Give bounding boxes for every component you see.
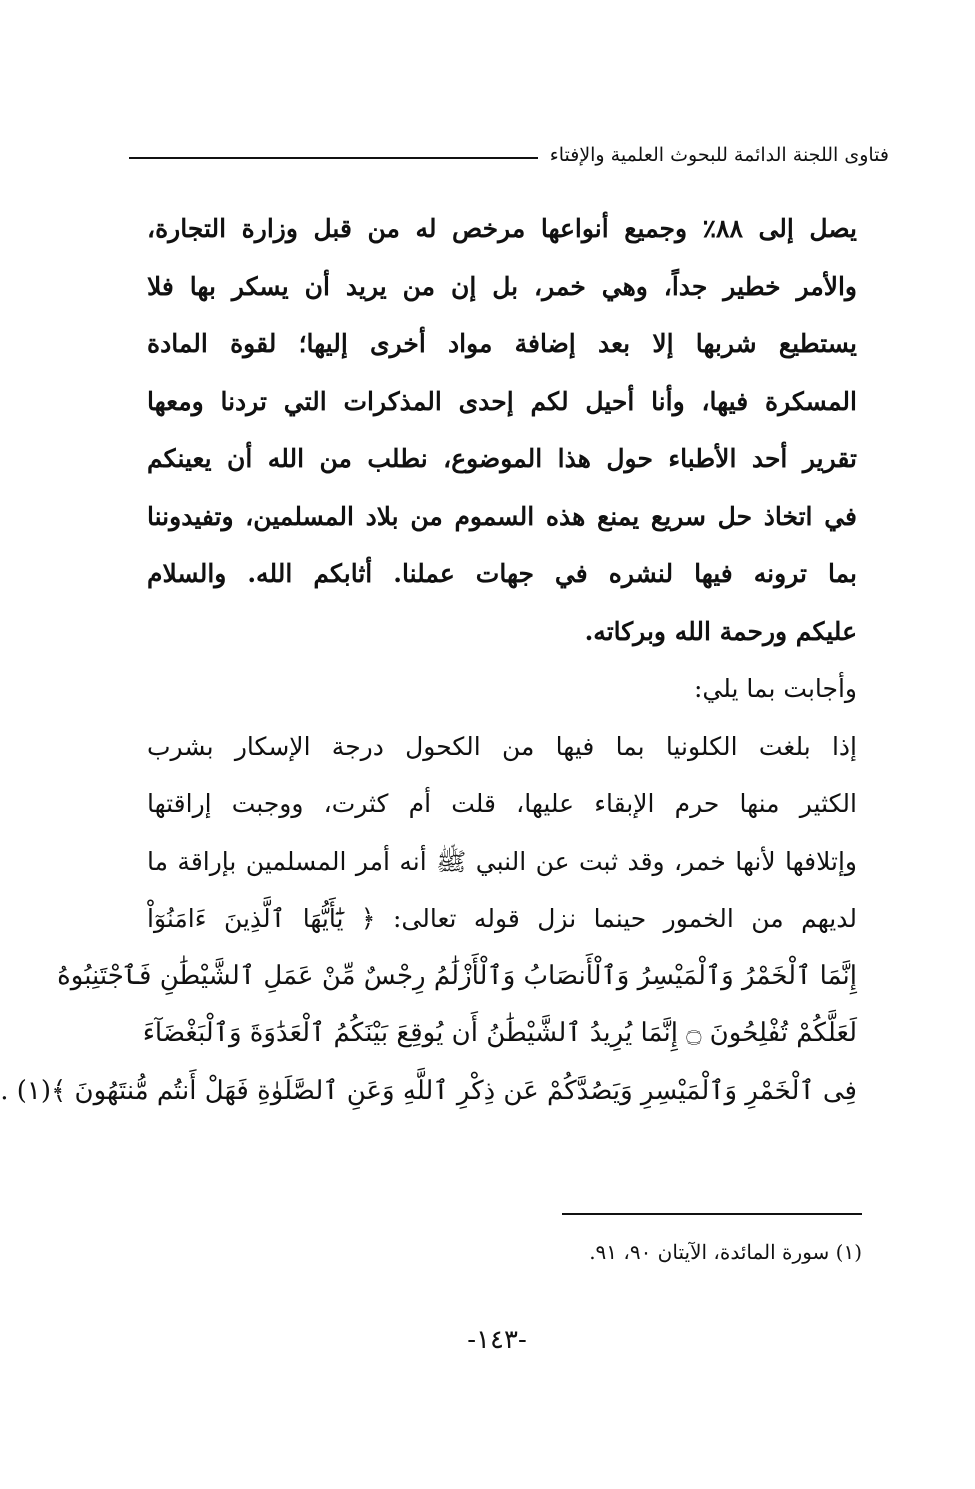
header-title: فتاوى اللجنة الدائمة للبحوث العلمية والإفتاء [549, 144, 889, 166]
header-rule [129, 157, 538, 159]
quran-verse-line: إِنَّمَا ٱلْخَمْرُ وَٱلْمَيْسِرُ وَٱلْأَنصَابُ وَٱلْأَزْلَٰمُ رِجْسٌ مِّنْ عَمَلِ ٱلشَّيْطَٰنِ فَٱجْتَنِبُوهُ [57, 960, 857, 991]
question-line: المسكرة فيها، وأنا أحيل لكم إحدى المذكرات التي تردنا ومعها [147, 386, 857, 416]
question-line: بما ترونه فيها لنشره في جهات عملنا. أثابكم الله. والسلام [147, 559, 857, 588]
running-header [129, 140, 889, 170]
question-line: يستطيع شربها إلا بعد إضافة مواد أخرى إليها؛ لقوة المادة [147, 329, 857, 358]
quran-verse-line: لَعَلَّكُمْ تُفْلِحُونَ ۝ إِنَّمَا يُرِيدُ ٱلشَّيْطَٰنُ أَن يُوقِعَ بَيْنَكُمُ ٱلْعَدَٰوَةَ وَٱلْبَغْضَآءَ [142, 1018, 857, 1048]
question-line: عليكم ورحمة الله وبركاته. [584, 616, 857, 646]
answer-line: لديهم من الخمور حينما نزل قوله تعالى: ﴿ يَٰٓأَيُّهَا ٱلَّذِينَ ءَامَنُوٓاْ [147, 904, 857, 933]
question-line: في اتخاذ حل سريع يمنع هذه السموم من بلاد المسلمين، وتفيدوننا [147, 501, 857, 531]
answer-line: إذا بلغت الكلونيا بما فيها من الكحول درجة الإسكار بشرب [147, 731, 857, 761]
footnote: (١) سورة المائدة، الآيتان ٩٠، ٩١. [589, 1240, 862, 1264]
footnote-rule [562, 1213, 862, 1215]
answer-line: وإتلافها لأنها خمر، وقد ثبت عن النبي ﷺ أنه أمر المسلمين بإراقة ما [147, 846, 857, 876]
answer-line: الكثير منها حرم الإبقاء عليها، قلت أم كثرت، ووجبت إراقتها [147, 789, 857, 818]
question-line: والأمر خطير جداً، وهي خمر، بل إن من يريد أن يسكر بها فلا [147, 271, 857, 301]
main-text [0, 200, 857, 1120]
question-line: تقرير أحد الأطباء حول هذا الموضوع، نطلب من الله أن يعينكم [147, 444, 857, 473]
answer-intro: وأجابت بما يلي: [693, 674, 857, 703]
question-line: يصل إلى ٨٨٪ وجميع أنواعها مرخص له من قبل وزارة التجارة، [147, 214, 857, 243]
quran-verse-line: فِى ٱلْخَمْرِ وَٱلْمَيْسِرِ وَيَصُدَّكُمْ عَن ذِكْرِ ٱللَّهِ وَعَنِ ٱلصَّلَوٰةِ فَهَلْ أَنتُم مُّنتَهُونَ ﴾(١) . [0, 1075, 857, 1106]
page-number: -١٤٣- [467, 1325, 527, 1355]
